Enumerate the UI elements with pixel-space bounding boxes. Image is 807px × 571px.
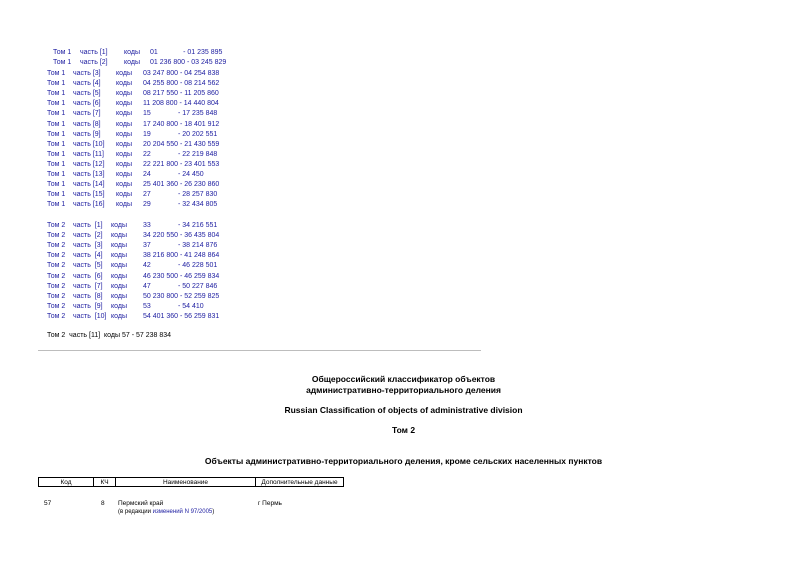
toc-row-part: часть [2]: [80, 59, 108, 66]
toc-row-part: часть [4]: [73, 80, 101, 88]
row-kch: 8: [101, 500, 105, 507]
toc-row-part: часть [3]: [73, 70, 101, 77]
toc-row-tom: Том 2: [47, 302, 66, 310]
toc-row-tom: Том 2: [47, 242, 66, 250]
toc-row-codes: коды: [111, 262, 127, 270]
toc-row-tom: Том 2: [47, 292, 66, 300]
toc-row-tom: Том 2: [47, 282, 66, 290]
toc-row-codes: коды: [116, 100, 132, 108]
toc-row-range: 01 - 01 235 895: [150, 49, 223, 56]
toc-row-range: 22 221 800 - 23 401 553: [143, 160, 220, 168]
toc-row-part: часть [8]: [73, 292, 103, 300]
toc-row-codes: коды: [124, 49, 140, 56]
toc-row-part: часть [7]: [73, 110, 101, 118]
toc-row-tom: Том 1: [47, 201, 66, 209]
toc-row-tom: Том 1: [47, 171, 66, 178]
toc-row-tom: Том 1: [47, 160, 66, 168]
row-note: [118, 509, 214, 515]
toc-row-codes: коды: [111, 282, 127, 290]
header-name: Наименование: [115, 477, 256, 487]
toc-row-range: 08 217 550 - 11 205 860: [143, 90, 219, 98]
header-code: Код: [38, 477, 94, 487]
toc-row-part: часть [15]: [73, 191, 105, 199]
toc-row-tom: Том 1: [47, 130, 66, 138]
toc-row-range: 17 240 800 - 18 401 912: [143, 120, 220, 128]
toc-row-codes: коды: [111, 312, 127, 320]
toc-row-range: 19 - 20 202 551: [143, 130, 218, 138]
toc-row-range: 22 - 22 219 848: [143, 150, 218, 158]
changes-link[interactable]: изменений N 97/2005: [152, 509, 213, 515]
toc-row-tom: Том 1: [47, 70, 66, 77]
toc-row-part: часть [1]: [80, 49, 108, 56]
toc-row-codes: коды: [116, 191, 132, 199]
doc-title-line2: административно-территориального деления: [306, 385, 501, 395]
toc-row-part: часть [7]: [73, 282, 103, 290]
toc-row-part: часть [5]: [73, 262, 103, 270]
toc-row-range: 01 236 800 - 03 245 829: [150, 59, 227, 66]
toc-row-tom: Том 1: [47, 120, 66, 128]
toc-row-tom: Том 1: [53, 59, 72, 66]
toc-row-tom: Том 2: [47, 262, 66, 270]
toc-row-range: 53 - 54 410: [143, 302, 204, 310]
toc-row-codes: коды: [111, 252, 127, 260]
toc-row-part: часть [14]: [73, 181, 105, 189]
toc-row-codes: коды: [116, 171, 132, 178]
toc-row-range: 42 - 46 228 501: [143, 262, 218, 270]
toc-row-tom: Том 2: [47, 252, 66, 260]
toc-row-codes: коды: [116, 160, 132, 168]
toc-last-line: Том 2 часть [11] коды 57 - 57 238 834: [47, 332, 172, 339]
toc-row-tom: Том 1: [47, 191, 66, 199]
row-name: Пермский край: [118, 500, 164, 507]
toc-row-tom: Том 1: [47, 90, 66, 98]
toc-row-range: 27 - 28 257 830: [143, 191, 218, 199]
toc-row-tom: Том 2: [47, 222, 66, 229]
toc-row-range: 37 - 38 214 876: [143, 242, 218, 250]
toc-row-part: часть [9]: [73, 130, 101, 138]
toc-row-part: часть [10]: [73, 312, 107, 320]
toc-row-part: часть [6]: [73, 272, 103, 280]
toc-row-part: часть [4]: [73, 252, 103, 260]
toc-row-codes: коды: [116, 70, 132, 77]
toc-row-tom: Том 2: [47, 312, 66, 320]
toc-row-range: 50 230 800 - 52 259 825: [143, 292, 220, 300]
toc-row-range: 20 204 550 - 21 430 559: [143, 140, 220, 148]
toc-row-codes: коды: [116, 120, 132, 128]
toc-row-part: часть [1]: [73, 222, 103, 229]
toc-row-codes: коды: [111, 222, 127, 229]
toc-row-part: часть [9]: [73, 302, 103, 310]
toc-row-tom: Том 2: [47, 272, 66, 280]
toc-row-codes: коды: [116, 80, 132, 88]
toc-row-part: часть [12]: [73, 160, 105, 168]
toc-row-range: 04 255 800 - 08 214 562: [143, 80, 220, 88]
row-note-suffix: ): [212, 509, 215, 515]
toc-row-range: 29 - 32 434 805: [143, 201, 218, 209]
toc-row-part: часть [5]: [73, 90, 101, 98]
toc-row-codes: коды: [111, 242, 127, 250]
row-note-prefix: (в редакции: [118, 509, 153, 515]
toc-row-part: часть [8]: [73, 120, 101, 128]
row-code: 57: [44, 500, 52, 507]
toc-row-codes: коды: [116, 90, 132, 98]
toc-row-part: часть [10]: [73, 140, 105, 148]
section-title: Объекты административно-территориального деления, кроме сельских населенных пунктов: [204, 456, 603, 466]
toc-row-codes: коды: [111, 302, 127, 310]
toc-row-range: 24 - 24 450: [143, 171, 204, 178]
toc-row-range: 33 - 34 216 551: [143, 222, 218, 229]
toc-row-range: 38 216 800 - 41 248 864: [143, 252, 220, 260]
toc-row-tom: Том 1: [47, 150, 66, 158]
doc-title-line1: Общероссийский классификатор объектов: [311, 374, 496, 384]
toc-row-part: часть [2]: [73, 232, 103, 240]
toc-row-codes: коды: [116, 110, 132, 118]
toc-row-codes: коды: [124, 59, 140, 66]
toc-row-codes: коды: [111, 272, 127, 280]
toc-row-codes: коды: [116, 181, 132, 189]
header-extra: Дополнительные данные: [255, 477, 344, 487]
toc-row-range: 25 401 360 - 26 230 860: [143, 181, 220, 189]
toc-row-part: часть [6]: [73, 100, 101, 108]
toc-row-range: 03 247 800 - 04 254 838: [143, 70, 220, 77]
toc-row-tom: Том 1: [47, 140, 66, 148]
header-kch: КЧ: [93, 477, 116, 487]
divider: [38, 350, 481, 351]
toc-row-range: 11 208 800 - 14 440 804: [143, 100, 219, 108]
doc-title-english: Russian Classification of objects of administrative division: [284, 405, 523, 415]
volume-title: Том 2: [391, 425, 416, 435]
toc-row-tom: Том 1: [47, 110, 66, 118]
toc-row-codes: коды: [111, 232, 127, 240]
toc-row-part: часть [3]: [73, 242, 103, 250]
toc-row-tom: Том 1: [47, 100, 66, 108]
toc-row-range: 34 220 550 - 36 435 804: [143, 232, 220, 240]
toc-row-part: часть [13]: [73, 171, 105, 178]
toc-row-part: часть [16]: [73, 201, 105, 209]
toc-row-tom: Том 1: [47, 181, 66, 189]
toc-row-range: 15 - 17 235 848: [143, 110, 218, 118]
row-extra: г Пермь: [258, 500, 282, 507]
toc-row-codes: коды: [116, 150, 132, 158]
toc-row-tom: Том 1: [53, 49, 72, 56]
toc-row-codes: коды: [116, 140, 132, 148]
toc-row-codes: коды: [116, 201, 132, 209]
toc-row-range: 54 401 360 - 56 259 831: [143, 312, 220, 320]
toc-row-range: 46 230 500 - 46 259 834: [143, 272, 220, 280]
toc-row-tom: Том 2: [47, 232, 66, 240]
toc-row-codes: коды: [111, 292, 127, 300]
toc-row-tom: Том 1: [47, 80, 66, 88]
toc-row-range: 47 - 50 227 846: [143, 282, 218, 290]
toc-row-codes: коды: [116, 130, 132, 138]
toc-row-part: часть [11]: [73, 150, 104, 158]
